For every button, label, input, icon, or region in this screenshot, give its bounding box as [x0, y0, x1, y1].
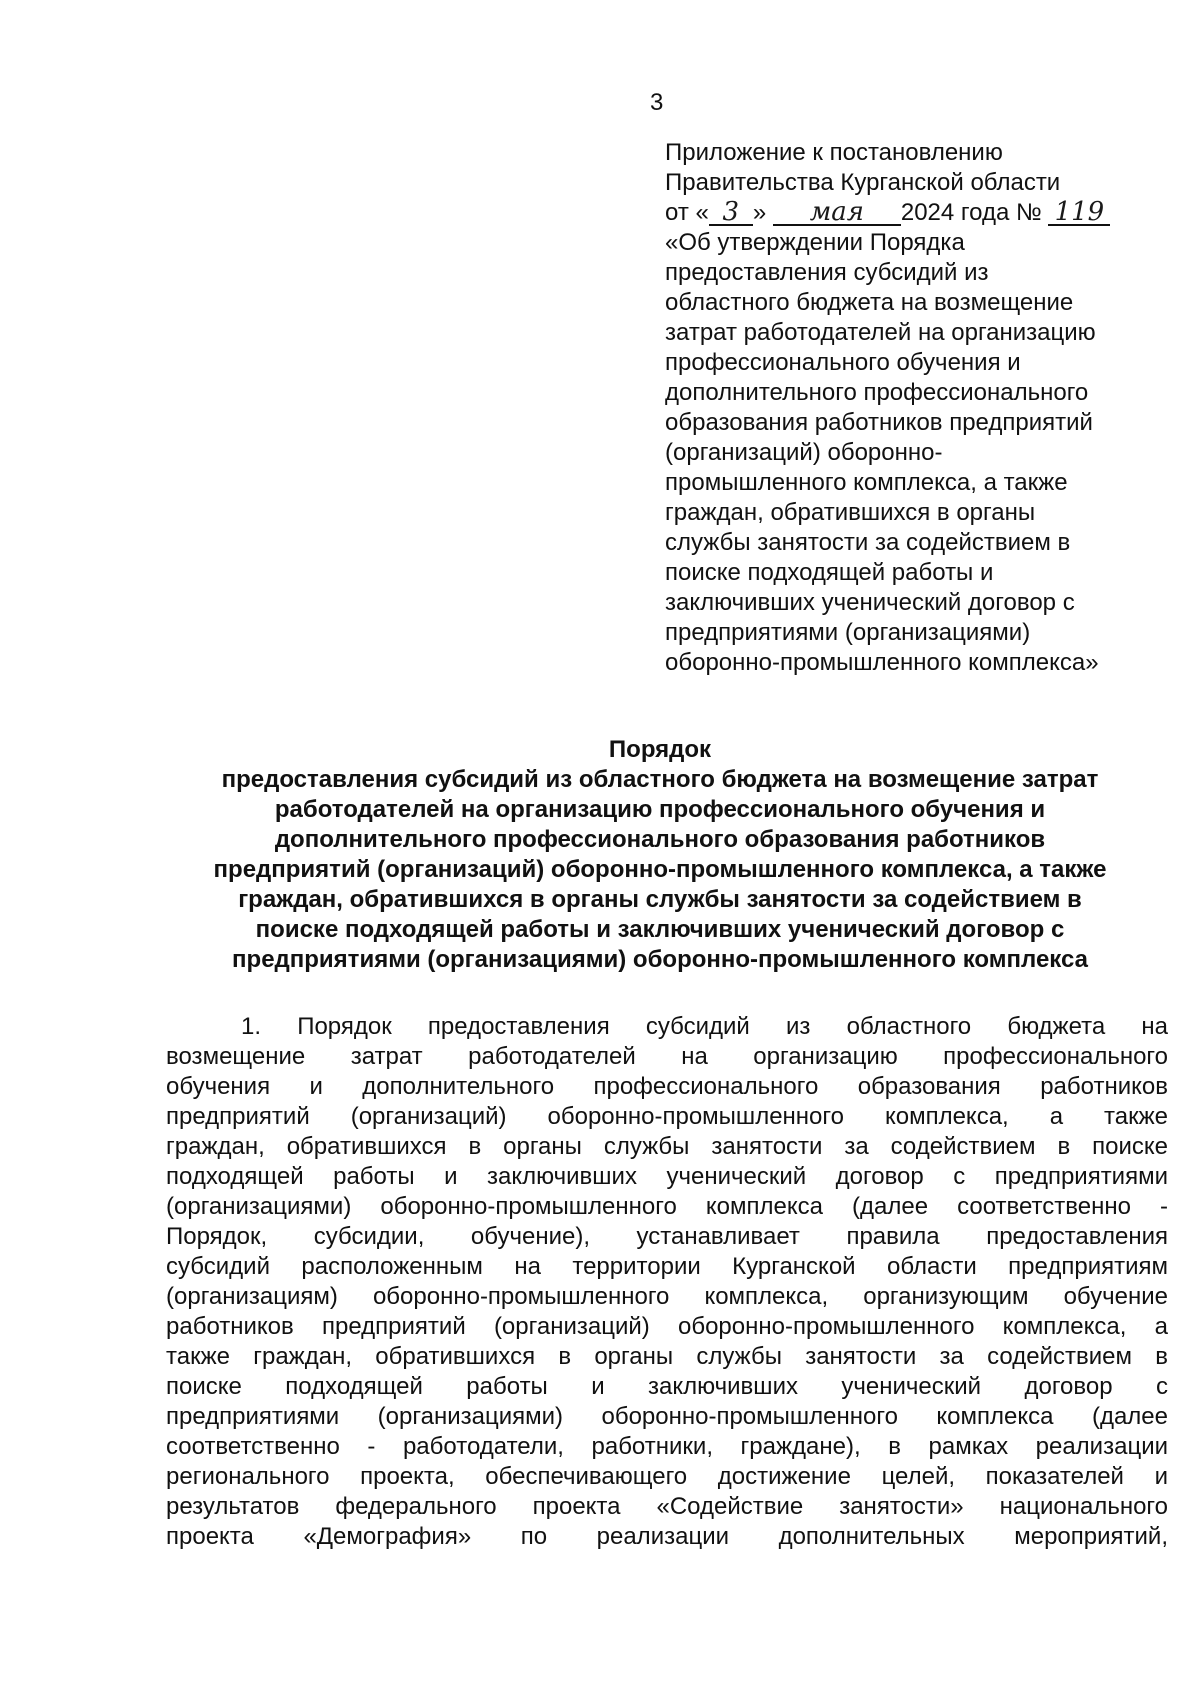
annex-subject-line: поиске подходящей работы и	[665, 559, 994, 586]
date-year: 2024 года №	[900, 199, 1042, 226]
annex-line: Правительства Курганской области	[665, 169, 1061, 196]
annex-subject-line: предприятиями (организациями)	[665, 619, 1031, 646]
title-line: предприятий (организаций) оборонно-промышленного комплекса, а также	[213, 856, 1107, 883]
annex-block	[665, 138, 1165, 678]
body-line: (организациям) оборонно-промышленного комплекса, организующим обучение	[166, 1283, 1168, 1310]
title-subtitle	[160, 765, 1160, 975]
title-line: поиске подходящей работы и заключивших ученический договор с	[255, 916, 1065, 943]
annex-subject-line: граждан, обратившихся в органы	[665, 499, 1036, 526]
title-line: дополнительного профессионального образования работников	[274, 826, 1046, 853]
annex-subject-line: (организаций) оборонно-	[665, 439, 943, 466]
annex-subject-line: оборонно-промышленного комплекса»	[665, 649, 1099, 676]
annex-date-line	[665, 198, 1165, 228]
body-line: субсидий расположенным на территории Курганской области предприятиям	[166, 1253, 1168, 1280]
body-line: обучения и дополнительного профессионального образования работников	[166, 1073, 1168, 1100]
body-line: 1. Порядок предоставления субсидий из областного бюджета на	[241, 1013, 1168, 1040]
date-mid: »	[752, 199, 767, 226]
body-line: граждан, обратившихся в органы службы занятости за содействием в поиске	[166, 1133, 1168, 1160]
title-line: граждан, обратившихся в органы службы занятости за содействием в	[238, 886, 1082, 913]
body-line: соответственно - работодатели, работники, граждане), в рамках реализации	[166, 1433, 1168, 1460]
handwritten-day: 3	[709, 200, 753, 226]
handwritten-month: мая	[773, 200, 901, 226]
annex-subject	[665, 228, 1165, 678]
body-line: результатов федерального проекта «Содействие занятости» национального	[166, 1493, 1168, 1520]
body-paragraph	[166, 1012, 1168, 1552]
annex-subject-line: затрат работодателей на организацию	[665, 319, 1096, 346]
annex-subject-line: «Об утверждении Порядка	[665, 229, 965, 256]
annex-subject-line: промышленного комплекса, а также	[665, 469, 1068, 496]
title-line: предприятиями (организациями) оборонно-промышленного комплекса	[232, 946, 1088, 973]
page-number: 3	[650, 89, 664, 116]
document-title	[160, 735, 1160, 975]
body-line: работников предприятий (организаций) оборонно-промышленного комплекса, а	[166, 1313, 1168, 1340]
body-line: предприятиями (организациями) оборонно-промышленного комплекса (далее	[166, 1403, 1168, 1430]
body-line: (организациями) оборонно-промышленного комплекса (далее соответственно -	[166, 1193, 1168, 1220]
body-line: регионального проекта, обеспечивающего достижение целей, показателей и	[166, 1463, 1168, 1490]
body-line: поиске подходящей работы и заключивших ученический договор с	[166, 1373, 1168, 1400]
annex-subject-line: дополнительного профессионального	[665, 379, 1089, 406]
annex-subject-line: предоставления субсидий из	[665, 259, 989, 286]
annex-subject-line: областного бюджета на возмещение	[665, 289, 1074, 316]
body-line: Порядок, субсидии, обучение), устанавливает правила предоставления	[166, 1223, 1168, 1250]
annex-subject-line: службы занятости за содействием в	[665, 529, 1071, 556]
body-line: подходящей работы и заключивших ученический договор с предприятиями	[166, 1163, 1168, 1190]
title-heading: Порядок	[608, 736, 712, 763]
handwritten-number: 119	[1048, 200, 1110, 226]
title-line: работодателей на организацию профессионального обучения и	[274, 796, 1046, 823]
annex-subject-line: заключивших ученический договор с	[665, 589, 1075, 616]
title-line: предоставления субсидий из областного бюджета на возмещение затрат	[221, 766, 1099, 793]
annex-line: Приложение к постановлению	[665, 139, 1003, 166]
body-line: возмещение затрат работодателей на организацию профессионального	[166, 1043, 1168, 1070]
date-prefix: от «	[665, 199, 709, 226]
annex-subject-line: образования работников предприятий	[665, 409, 1093, 436]
annex-subject-line: профессионального обучения и	[665, 349, 1021, 376]
body-line: предприятий (организаций) оборонно-промышленного комплекса, а также	[166, 1103, 1168, 1130]
body-line: также граждан, обратившихся в органы службы занятости за содействием в	[166, 1343, 1168, 1370]
body-line: проекта «Демография» по реализации дополнительных мероприятий,	[166, 1523, 1168, 1550]
